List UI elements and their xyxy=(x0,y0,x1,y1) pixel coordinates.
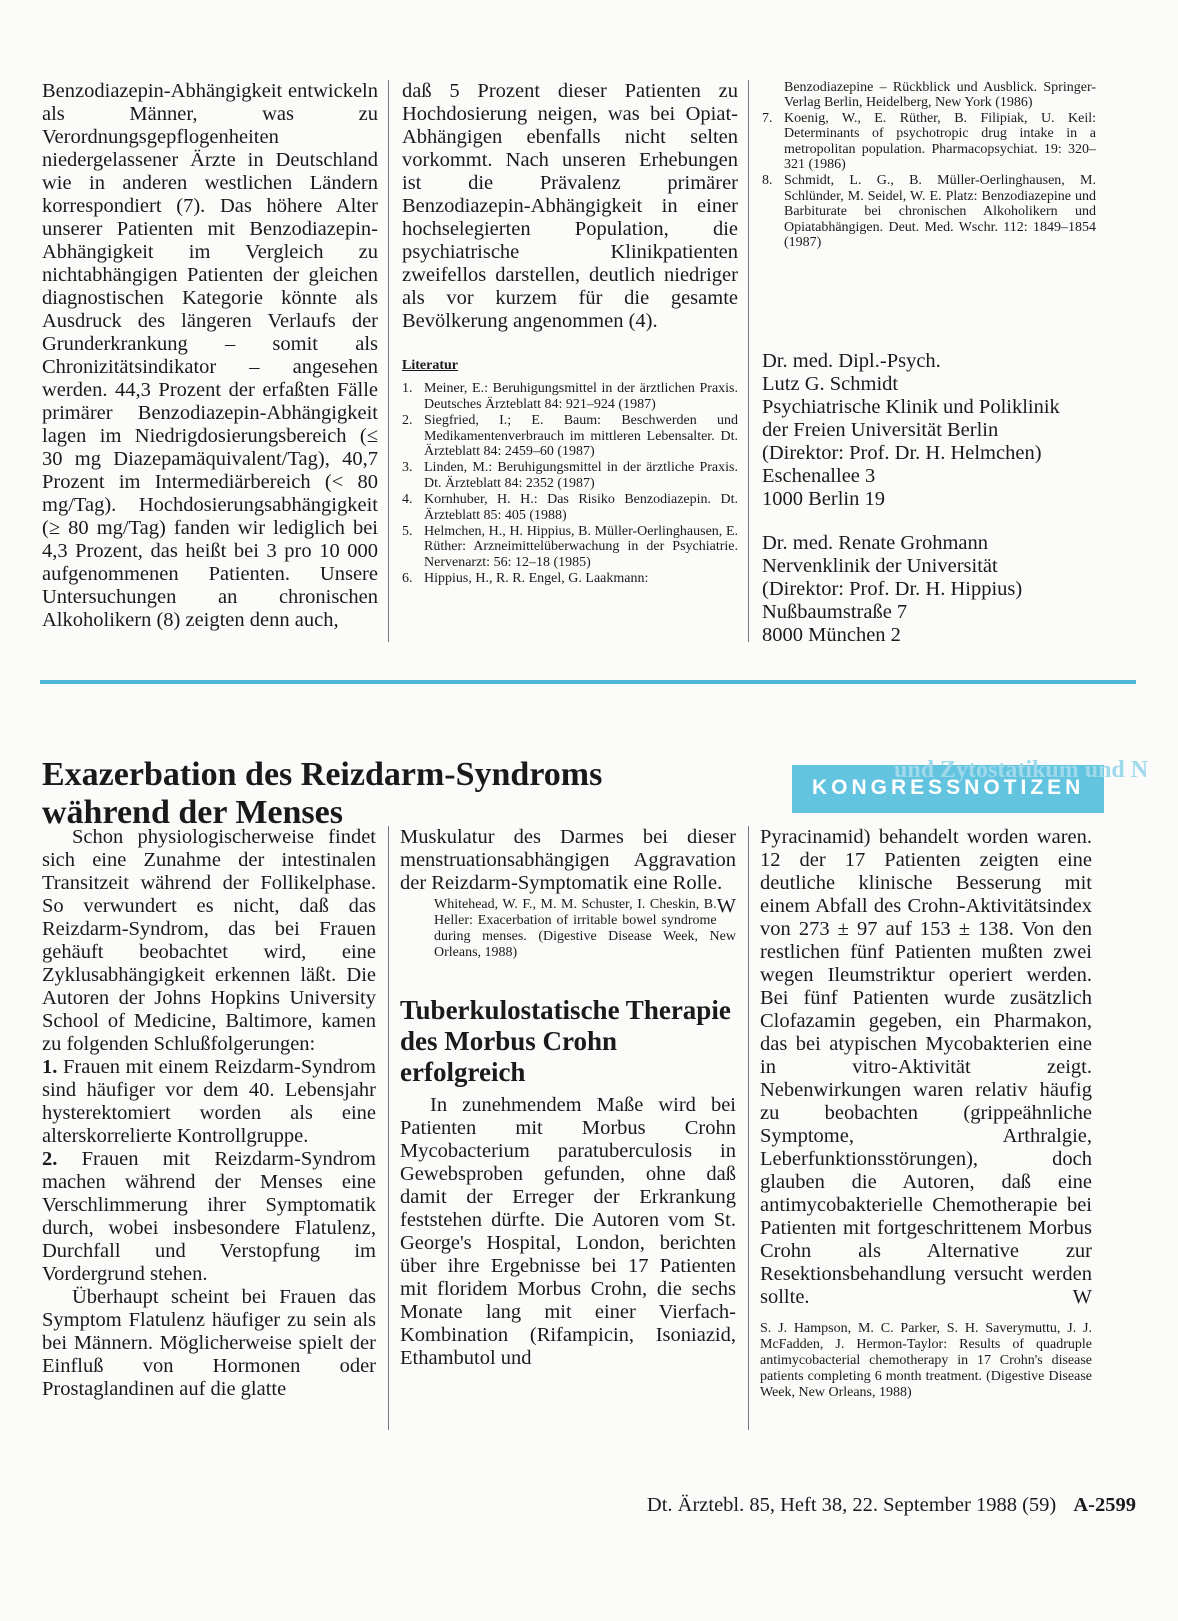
bottom-col3-text xyxy=(760,826,1092,1401)
paragraph: Schon physiologischerweise findet sich eine Zunahme der intestinalen Transitzeit während der Follikelphase. So verwundert es nicht, daß das Reizdarm-Syndrom, das bei Frauen gehäuft beobachtet wird, eine Zyklusabhängigkeit erkennen läßt. Die Autoren der Johns Hopkins University School of Medicine, Baltimore, kamen zu folgenden Schlußfolgerungen: xyxy=(42,826,376,1055)
address-line: der Freien Universität Berlin xyxy=(762,419,999,441)
reference-text: Siegfried, I.; E. Baum: Beschwerden und Medikamentenverbrauch im mittleren Lebensalter. Dt. Ärzteblatt 84: 2459–60 (1987) xyxy=(424,413,738,460)
literature-heading: Literatur xyxy=(402,358,458,373)
author-signature: W xyxy=(716,895,736,917)
reference-text: Helmchen, H., H. Hippius, B. Müller-Oerlinghausen, E. Rüther: Arzneimittelüberwachung in der Psychiatrie. Nervenarzt: 56: 12–18 (1985) xyxy=(424,524,738,570)
reference-item xyxy=(402,460,738,491)
address-line: Nervenklinik der Universität xyxy=(762,555,998,577)
reference-number: 2. xyxy=(402,413,413,429)
list-number: 2. xyxy=(42,1148,58,1170)
badge-background-text: und Zytostatikum und N xyxy=(894,757,1149,783)
reference-number: 6. xyxy=(402,571,413,587)
reference-item xyxy=(402,571,738,586)
address-line: (Direktor: Prof. Dr. H. Hippius) xyxy=(762,578,1023,600)
list-item: 1. Frauen mit einem Reizdarm-Syndrom sind häufiger vor dem 40. Lebensjahr hysterektomiert worden als eine alterskorrelierte Kontrollgruppe. xyxy=(42,1056,377,1147)
article-subheadline: Tuberkulostatische Therapie des Morbus Crohn erfolgreich xyxy=(400,995,731,1087)
reference-text: Hippius, H., R. R. Engel, G. Laakmann: xyxy=(424,571,649,587)
column-rule xyxy=(388,80,389,642)
citation: Whitehead, W. F., M. M. Schuster, I. Cheskin, B. Heller: Exacerbation of irritable bowel syndrome during menses. (Digestive Disease Week, New Orleans, 1988) xyxy=(434,897,736,960)
top-col2-text xyxy=(402,80,738,333)
page-footer xyxy=(647,1494,1136,1517)
page-number: A-2599 xyxy=(1073,1494,1136,1516)
headline-line: während der Menses xyxy=(42,794,343,831)
reference-text: Kornhuber, H. H.: Das Risiko Benzodiazepin. Dt. Ärzteblatt 85: 405 (1988) xyxy=(424,492,738,523)
address-line: Nußbaumstraße 7 xyxy=(762,601,908,623)
column-rule xyxy=(748,80,749,642)
column-rule xyxy=(388,826,389,1430)
literature-list-continued xyxy=(762,80,1096,251)
address-line: Dr. med. Renate Grohmann xyxy=(762,532,989,554)
paragraph: Muskulatur des Darmes bei dieser menstruationsabhängigen Aggravation der Reizdarm-Symptomatik eine Rolle. W xyxy=(400,826,736,917)
reference-continuation: Benzodiazepine – Rückblick und Ausblick. Springer-Verlag Berlin, Heidelberg, New York (1986) xyxy=(784,80,1096,111)
address-line: 8000 München 2 xyxy=(762,624,901,646)
reference-item xyxy=(762,111,1096,173)
journal-reference: Dt. Ärztebl. 85, Heft 38, 22. September 1988 (59) xyxy=(646,1494,1057,1516)
reference-number: 5. xyxy=(402,524,413,540)
badge-label: KONGRESSNOTIZEN xyxy=(812,776,1085,799)
reference-item xyxy=(402,381,738,412)
paragraph: Benzodiazepin-Abhängigkeit entwickeln als Männer, was zu Verordnungsgepflogenheiten niedergelassener Ärzte in Deutschland wie in anderen westlichen Ländern korrespondiert (7). Das höhere Alter unserer Patienten mit Benzodiazepin-Abhängigkeit im Vergleich zu nichtabhängigen Patienten der gleichen diagnostischen Kategorie könnte als Ausdruck des längeren Verlaufs der Grunderkrankung – somit als Chronizitätsindikator – angesehen werden. 44,3 Prozent der erfaßten Fälle primärer Benzodiazepin-Abhängigkeit lagen im Niedrigdosierungsbereich (≤ 30 mg Diazepamäquivalent/Tag), 40,7 Prozent im Intermediärbereich (< 80 mg/Tag). Hochdosierungsabhängigkeit (≥ 80 mg/Tag) fanden wir lediglich bei 4,3 Prozent, das heißt bei 3 pro 10 000 aufgenommenen Patienten. Unsere Untersuchungen an chronischen Alkoholikern (8) zeigten denn auch, xyxy=(42,80,378,631)
author-signature: W xyxy=(1072,1286,1092,1308)
reference-item xyxy=(762,173,1096,250)
reference-number: 1. xyxy=(402,381,413,397)
citation: S. J. Hampson, M. C. Parker, S. H. Saverymuttu, J. J. McFadden, J. Hermon-Taylor: Results of quadruple antimycobacterial chemotherapy in 17 Crohn's disease patients completing 6 month treatment. (Digestive Disease Week, New Orleans, 1988) xyxy=(760,1321,1092,1400)
article-headline xyxy=(42,756,602,832)
address-line: 1000 Berlin 19 xyxy=(762,488,885,510)
reference-number: 3. xyxy=(402,460,413,476)
reference-number: 4. xyxy=(402,492,413,508)
reference-text: Schmidt, L. G., B. Müller-Oerlinghausen, M. Schlünder, M. Seidel, W. E. Platz: Benzodiazepine und Barbiturate bei chronischen Alkoholikern und Opiatabhängigen. Deut. Med. Wschr. 112: 1849–1854 (1987) xyxy=(784,173,1096,251)
reference-text: Linden, M.: Beruhigungsmittel in der ärztliche Praxis. Dt. Ärzteblatt 84: 2352 (1987) xyxy=(424,460,738,491)
address-line: Psychiatrische Klinik und Poliklinik xyxy=(762,396,1060,418)
paragraph: Überhaupt scheint bei Frauen das Symptom Flatulenz häufiger zu sein als bei Männern. Möglicherweise spielt der Einfluß von Hormonen oder Prostaglandinen auf die glatte xyxy=(42,1286,376,1400)
reference-item xyxy=(402,492,738,523)
reference-item xyxy=(402,413,738,459)
headline-line: Exazerbation des Reizdarm-Syndroms xyxy=(42,756,603,793)
bottom-col2-text xyxy=(400,826,736,1370)
reference-text: Meiner, E.: Beruhigungsmittel in der ärztlichen Praxis. Deutsches Ärzteblatt 84: 921–924 (1987) xyxy=(424,381,738,412)
reference-number: 8. xyxy=(762,173,773,189)
paragraph: daß 5 Prozent dieser Patienten zu Hochdosierung neigen, was bei Opiat-Abhängigen ebenfalls nicht selten vorkommt. Nach unseren Erhebungen ist die Prävalenz primärer Benzodiazepin-Abhängigkeit in einer hochselegierten Population, die psychiatrische Klinikpatienten zweifellos darstellen, deutlich niedriger als vor kurzem für die gesamte Bevölkerung angenommen (4). xyxy=(402,80,738,332)
author-addresses xyxy=(762,350,1102,647)
list-number: 1. xyxy=(42,1056,58,1078)
paragraph: In zunehmendem Maße wird bei Patienten mit Morbus Crohn Mycobacterium paratuberculosis in Gewebsproben gefunden, ohne daß damit der Erreger der Erkrankung feststehen dürfte. Die Autoren vom St. George's Hospital, London, berichten über ihre Ergebnisse bei 17 Patienten mit floridem Morbus Crohn, die sechs Monate lang mit einer Vierfach-Kombination (Rifampicin, Isoniazid, Ethambutol und xyxy=(400,1094,736,1369)
reference-text: Koenig, W., E. Rüther, B. Filipiak, U. Keil: Determinants of psychotropic drug intake in a metropolitan population. Pharmacopsychiat. 19: 320–321 (1986) xyxy=(784,110,1096,173)
literature-list xyxy=(402,358,738,588)
address-line: (Direktor: Prof. Dr. H. Helmchen) xyxy=(762,442,1042,464)
address-line: Lutz G. Schmidt xyxy=(762,373,899,395)
top-col1-text xyxy=(42,80,378,632)
column-rule xyxy=(748,826,749,1430)
section-badge xyxy=(792,757,1149,813)
bottom-col1-text xyxy=(42,826,376,1401)
address-line: Dr. med. Dipl.-Psych. xyxy=(762,350,941,372)
paragraph: Pyracinamid) behandelt worden waren. 12 der 17 Patienten zeigten eine deutliche klinische Besserung mit einem Abfall des Crohn-Aktivitätsindex von 273 ± 97 auf 153 ± 138. Von den restlichen fünf Patienten mußten zwei wegen Ileumstriktur operiert werden. Bei fünf Patienten wurde zusätzlich Clofazamin gegeben, ein Pharmakon, das bei atypischen Mycobakterien eine in vitro-Aktivität zeigt. Nebenwirkungen waren relativ häufig zu beobachten (grippeähnliche Symptome, Arthralgie, Leberfunktionsstörungen), doch glauben die Autoren, daß eine antimycobakterielle Chemotherapie bei Patienten mit fortgeschrittenem Morbus Crohn als Alternative zur Resektionsbehandlung versucht werden sollte. W xyxy=(760,826,1092,1308)
address-line: Eschenallee 3 xyxy=(762,465,876,487)
section-divider xyxy=(40,680,1136,684)
reference-item xyxy=(402,524,738,570)
list-item: 2. Frauen mit Reizdarm-Syndrom machen während der Menses eine Verschlimmerung ihrer Symptomatik durch, wobei insbesondere Flatulenz, Durchfall und Verstopfung im Vordergrund stehen. xyxy=(42,1148,377,1285)
reference-number: 7. xyxy=(762,110,773,126)
